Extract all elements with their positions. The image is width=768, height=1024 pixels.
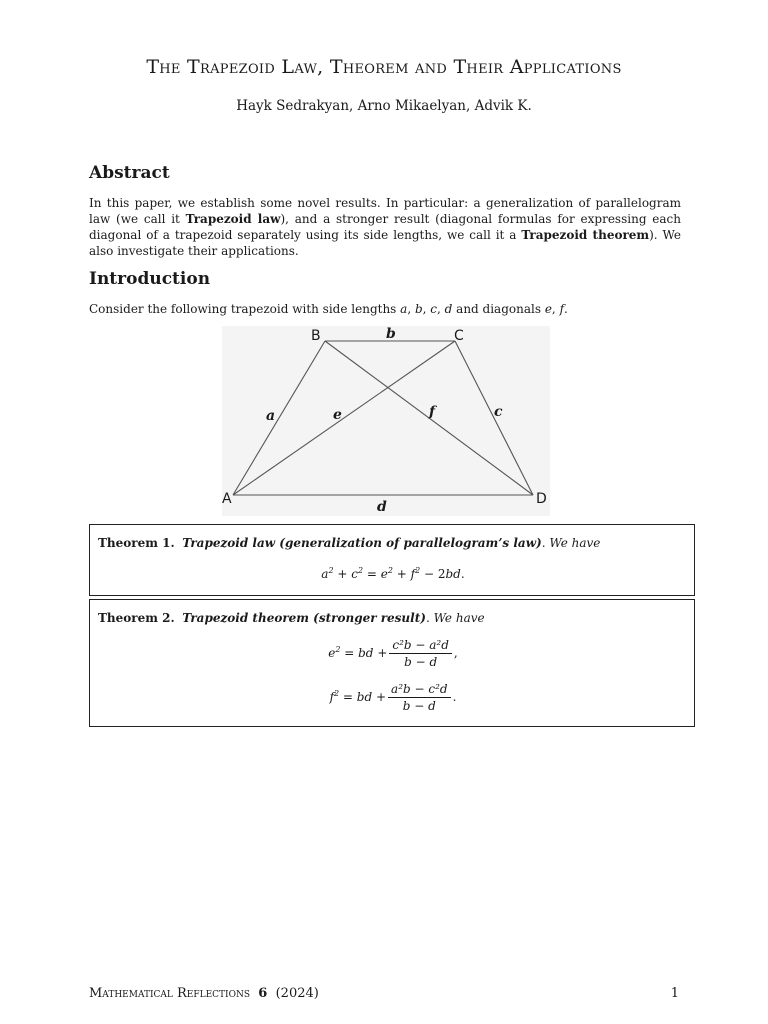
formula-equals: = xyxy=(339,690,357,704)
introduction-paragraph xyxy=(89,301,681,317)
formula-plus: + xyxy=(333,567,352,581)
theorem-1-box xyxy=(89,524,695,596)
vertex-a-label: A xyxy=(222,491,232,507)
fraction-numerator: a²b − c²d xyxy=(388,682,451,698)
abstract-text-2: ), and a stronger result (diagonal formulas for expressing each diagonal of a trapezoid separately using its side lengths, we call it a xyxy=(89,212,681,242)
formula-var-c: c xyxy=(351,567,358,581)
formula-var-bd: bd xyxy=(356,690,373,704)
exponent: 2 xyxy=(328,566,334,575)
formula-end: . xyxy=(460,567,465,581)
introduction-heading: Introduction xyxy=(89,269,211,289)
abstract-heading: Abstract xyxy=(89,163,170,183)
paper-title: The Trapezoid Law, Theorem and Their Applications xyxy=(146,56,622,78)
var-e: e xyxy=(544,302,552,316)
vertex-c-label: C xyxy=(454,328,464,344)
trapezoid-law-formula xyxy=(90,566,696,581)
fraction-numerator: c²b − a²d xyxy=(389,638,452,654)
formula-plus: + xyxy=(392,567,411,581)
side-b-label: b xyxy=(386,326,396,342)
abstract-text-1: In this paper, we establish some novel results. In particular: a generalization of parallelogram law (we call it xyxy=(89,196,681,226)
abstract-text-3: ). We also investigate their applications. xyxy=(89,228,681,258)
side-a-label: a xyxy=(266,408,276,424)
formula-var-f: f xyxy=(329,690,335,704)
exponent: 2 xyxy=(387,566,393,575)
formula-plus: + xyxy=(373,646,388,660)
theorem-2-name: Trapezoid theorem (stronger result) xyxy=(182,611,426,625)
formula-equals: = xyxy=(363,567,381,581)
trapezoid-law-term: Trapezoid law xyxy=(185,212,281,226)
formula-var-e: e xyxy=(328,646,336,660)
theorem-2-label: Theorem 2. xyxy=(98,611,175,625)
page-number: 1 xyxy=(670,986,679,1001)
exponent: 2 xyxy=(334,689,340,698)
var-d: d xyxy=(444,302,453,316)
diagonal-e-formula xyxy=(90,638,696,669)
exponent: 2 xyxy=(415,566,421,575)
theorem-1-name: Trapezoid law (generalization of parallelogram’s law) xyxy=(182,536,542,550)
formula-equals: = xyxy=(340,646,359,660)
theorem-2-statement xyxy=(98,611,485,625)
theorem-1-statement xyxy=(98,536,600,550)
volume-number: 6 xyxy=(258,986,268,1001)
formula-plus: + xyxy=(372,690,387,704)
var-a: a xyxy=(400,302,408,316)
authors: Hayk Sedrakyan, Arno Mikaelyan, Advik K. xyxy=(236,98,532,114)
intro-text-1: Consider the following trapezoid with side lengths xyxy=(89,302,401,316)
trapezoid-theorem-term: Trapezoid theorem xyxy=(521,228,650,242)
var-f: f xyxy=(559,302,565,316)
formula-var-e: e xyxy=(380,567,388,581)
formula-end: . xyxy=(452,690,457,704)
fraction-denominator: b − d xyxy=(402,699,436,713)
var-c: c xyxy=(430,302,438,316)
intro-text-2: and diagonals xyxy=(452,302,545,316)
trapezoid-figure xyxy=(222,326,550,516)
intro-sep: , xyxy=(407,302,415,316)
side-c-label: c xyxy=(494,404,503,420)
theorem-2-after: . We have xyxy=(425,611,485,625)
trapezoid-diagram xyxy=(222,326,550,516)
footer-citation xyxy=(89,986,319,1001)
vertex-d-label: D xyxy=(536,491,547,507)
theorem-2-box xyxy=(89,599,695,727)
diagonal-f-formula xyxy=(90,682,696,713)
exponent: 2 xyxy=(357,566,364,575)
intro-sep: , xyxy=(551,302,560,316)
exponent: 2 xyxy=(335,645,341,654)
formula-var-bd: bd xyxy=(445,567,461,581)
diagonal-f-label: f xyxy=(429,404,436,420)
intro-text-3: . xyxy=(564,302,568,316)
intro-sep: , xyxy=(437,302,445,316)
fraction-denominator: b − d xyxy=(404,655,438,669)
intro-sep: , xyxy=(422,302,431,316)
journal-name: Mathematical Reflections xyxy=(89,986,251,1001)
vertex-b-label: B xyxy=(311,328,321,344)
diagonal-e-label: e xyxy=(333,407,342,423)
theorem-1-label: Theorem 1. xyxy=(98,536,175,550)
side-d-label: d xyxy=(377,499,387,515)
formula-var-bd: bd xyxy=(358,646,374,660)
formula-var-a: a xyxy=(321,567,329,581)
formula-minus: − 2 xyxy=(420,567,446,581)
theorem-1-after: . We have xyxy=(541,536,601,550)
publication-year: (2024) xyxy=(275,986,319,1001)
formula-end: , xyxy=(453,646,458,660)
var-b: b xyxy=(414,302,423,316)
side-a-line xyxy=(233,341,325,495)
diagonal-e-fraction xyxy=(389,638,452,669)
formula-var-f: f xyxy=(410,567,416,581)
diagonal-f-fraction xyxy=(388,682,451,713)
abstract-paragraph xyxy=(89,195,681,259)
